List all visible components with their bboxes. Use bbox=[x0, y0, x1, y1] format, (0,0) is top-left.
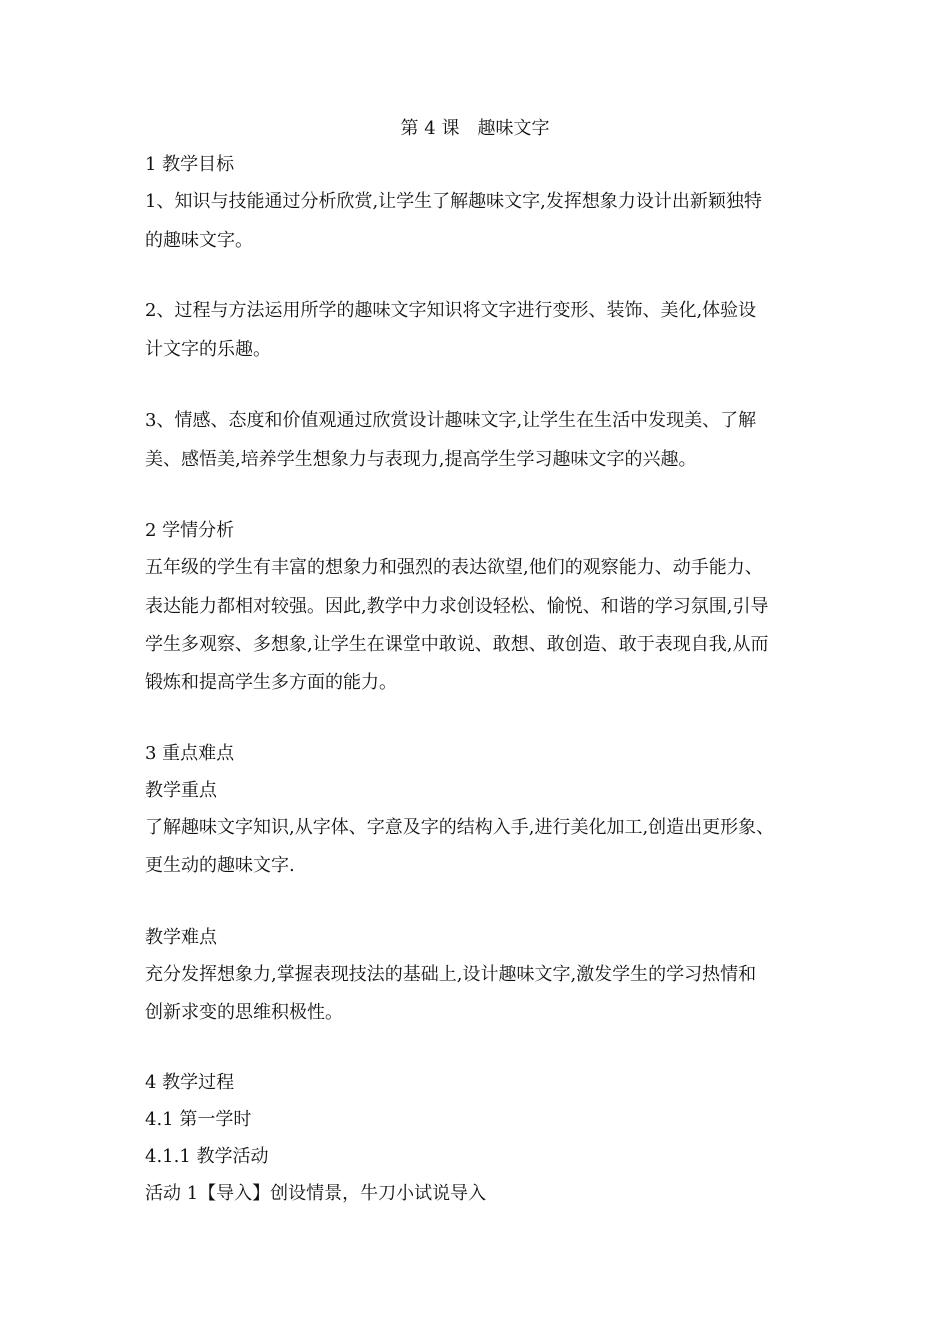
subsection-teaching-activity: 4.1.1 教学活动 bbox=[145, 1146, 269, 1167]
objective-1-line-2: 的趣味文字。 bbox=[145, 230, 253, 251]
objective-3-line-1: 3、情感、态度和价值观通过欣赏设计趣味文字,让学生在生活中发现美、了解 bbox=[145, 410, 757, 431]
subsection-first-period: 4.1 第一学时 bbox=[145, 1109, 252, 1130]
difficulty-heading: 教学难点 bbox=[145, 927, 217, 948]
difficulty-line-2: 创新求变的思维积极性。 bbox=[145, 1002, 343, 1023]
lesson-title: 第 4 课 趣味文字 bbox=[400, 118, 550, 139]
objective-2-line-2: 计文字的乐趣。 bbox=[145, 339, 271, 360]
analysis-line-1: 五年级的学生有丰富的想象力和强烈的表达欲望,他们的观察能力、动手能力、 bbox=[145, 557, 763, 578]
section-heading-objectives: 1 教学目标 bbox=[145, 154, 235, 175]
analysis-line-4: 锻炼和提高学生多方面的能力。 bbox=[145, 672, 397, 693]
key-point-line-1: 了解趣味文字知识,从字体、字意及字的结构入手,进行美化加工,创造出更形象、 bbox=[145, 817, 775, 838]
section-heading-key-points: 3 重点难点 bbox=[145, 743, 235, 764]
key-point-heading: 教学重点 bbox=[145, 780, 217, 801]
activity-1-intro: 活动 1【导入】创设情景，牛刀小试说导入 bbox=[145, 1183, 487, 1204]
objective-1-line-1: 1、知识与技能通过分析欣赏,让学生了解趣味文字,发挥想象力设计出新颖独特 bbox=[145, 191, 762, 212]
analysis-line-3: 学生多观察、多想象,让学生在课堂中敢说、敢想、敢创造、敢于表现自我,从而 bbox=[145, 634, 769, 655]
objective-2-line-1: 2、过程与方法运用所学的趣味文字知识将文字进行变形、装饰、美化,体验设 bbox=[145, 300, 757, 321]
analysis-line-2: 表达能力都相对较强。因此,教学中力求创设轻松、愉悦、和谐的学习氛围,引导 bbox=[145, 596, 769, 617]
difficulty-line-1: 充分发挥想象力,掌握表现技法的基础上,设计趣味文字,激发学生的学习热情和 bbox=[145, 964, 757, 985]
section-heading-analysis: 2 学情分析 bbox=[145, 520, 235, 541]
section-heading-process: 4 教学过程 bbox=[145, 1072, 235, 1093]
objective-3-line-2: 美、感悟美,培养学生想象力与表现力,提高学生学习趣味文字的兴趣。 bbox=[145, 449, 697, 470]
key-point-line-2: 更生动的趣味文字. bbox=[145, 855, 295, 876]
